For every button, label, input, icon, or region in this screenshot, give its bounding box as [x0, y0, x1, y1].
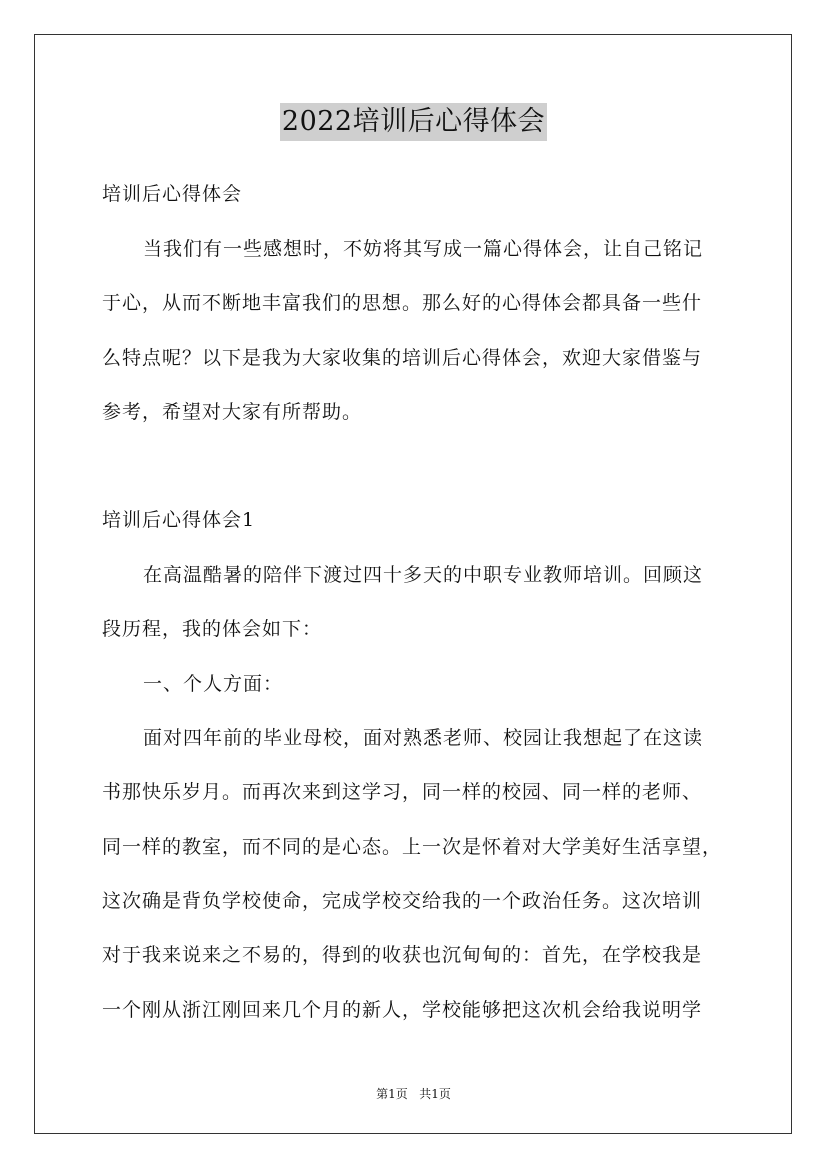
- paragraph-line: 段历程，我的体会如下：: [102, 618, 323, 640]
- paragraph-line: 当我们有一些感想时，不妨将其写成一篇心得体会，让自己铭记: [143, 238, 704, 260]
- paragraph-line: 同一样的教室，而不同的是心态。上一次是怀着对大学美好生活享望，: [102, 836, 723, 858]
- title-container: [0, 103, 827, 141]
- paragraph-line: 么特点呢？以下是我为大家收集的培训后心得体会，欢迎大家借鉴与: [102, 347, 703, 369]
- page-number: 第1页: [376, 1087, 408, 1101]
- document-title: 2022培训后心得体会: [280, 103, 547, 141]
- paragraph-line: 于心，从而不断地丰富我们的思想。那么好的心得体会都具备一些什: [102, 292, 703, 314]
- page-total: 共1页: [419, 1087, 451, 1101]
- page-footer: [0, 1085, 827, 1102]
- paragraph-line: 在高温酷暑的陪伴下渡过四十多天的中职专业教师培训。回顾这: [143, 564, 704, 586]
- paragraph-line: 一、个人方面：: [143, 673, 284, 695]
- paragraph-line: 书那快乐岁月。而再次来到这学习，同一样的校园、同一样的老师、: [102, 781, 703, 803]
- paragraph-line: 参考，希望对大家有所帮助。: [102, 401, 363, 423]
- section-heading: 培训后心得体会: [102, 183, 243, 205]
- paragraph-line: 面对四年前的毕业母校，面对熟悉老师、校园让我想起了在这读: [143, 727, 704, 749]
- paragraph-line: 一个刚从浙江刚回来几个月的新人，学校能够把这次机会给我说明学: [102, 999, 703, 1021]
- paragraph-line: 对于我来说来之不易的，得到的收获也沉甸甸的：首先，在学校我是: [102, 944, 703, 966]
- paragraph-line: 这次确是背负学校使命，完成学校交给我的一个政治任务。这次培训: [102, 890, 703, 912]
- section-heading: 培训后心得体会1: [102, 509, 256, 531]
